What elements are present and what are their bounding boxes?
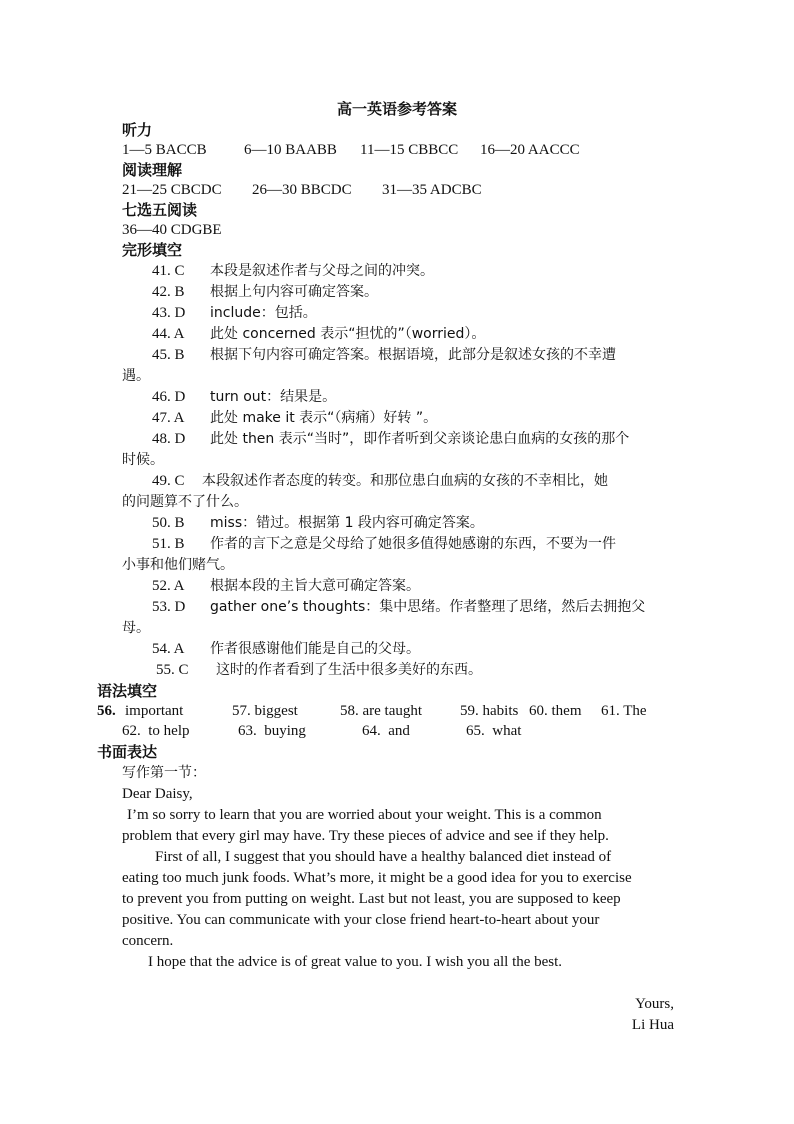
listening-answer-3: 11—15 CBBCC <box>360 142 459 158</box>
cloze-item-continuation: 遇。 <box>122 368 150 384</box>
cloze-item: 48. D 此处 then 表示“当时”，即作者听到父亲谈论患白血病的女孩的那个 <box>152 431 630 447</box>
writing-section-label: 写作第一节： <box>122 765 206 781</box>
grammar-num-56: 56. <box>97 703 116 719</box>
cloze-item: 50. B miss：错过。根据第 1 段内容可确定答案。 <box>152 515 484 531</box>
grammar-heading: 语法填空 <box>97 682 158 700</box>
writing-heading: 书面表达 <box>97 743 158 761</box>
grammar-answer: 64. and <box>362 723 410 739</box>
cloze-item: 46. D turn out：结果是。 <box>152 389 337 405</box>
letter-line: eating too much junk foods. What’s more, it might be a good idea for you to exercise <box>122 870 632 886</box>
cloze-item: 43. D include：包括。 <box>152 305 317 321</box>
letter-line: First of all, I suggest that you should have a healthy balanced diet instead of <box>155 849 612 865</box>
letter-line: concern. <box>122 933 174 949</box>
cloze-item-continuation: 小事和他们赌气。 <box>122 557 234 573</box>
letter-line: I hope that the advice is of great value to you. I wish you all the best. <box>148 954 563 970</box>
cloze-item-continuation: 的问题算不了什么。 <box>122 494 248 510</box>
letter-closing: Yours, <box>635 996 674 1012</box>
letter-line: to prevent you from putting on weight. Last but not least, you are supposed to keep <box>122 891 621 907</box>
cloze-heading: 完形填空 <box>122 241 183 259</box>
letter-signature: Li Hua <box>631 1017 674 1033</box>
cloze-item: 42. B 根据上句内容可确定答案。 <box>152 284 378 300</box>
grammar-answer: 58. are taught <box>340 703 423 719</box>
letter-line: I’m so sorry to learn that you are worried about your weight. This is a common <box>127 807 602 823</box>
seven-five-heading: 七选五阅读 <box>122 201 198 219</box>
cloze-item-continuation: 时候。 <box>122 452 164 468</box>
reading-answer-2: 26—30 BBCDC <box>252 182 352 198</box>
listening-answer-1: 1—5 BACCB <box>122 142 207 158</box>
cloze-item: 53. D gather one’s thoughts：集中思绪。作者整理了思绪，然后去拥抱父 <box>152 599 646 615</box>
cloze-item-continuation: 母。 <box>122 620 150 636</box>
reading-heading: 阅读理解 <box>122 161 183 179</box>
cloze-item: 52. A 根据本段的主旨大意可确定答案。 <box>152 578 420 594</box>
grammar-answer: 57. biggest <box>232 703 298 719</box>
grammar-answer: 60. them <box>529 703 582 719</box>
seven-five-answer: 36—40 CDGBE <box>122 222 222 238</box>
letter-line: problem that every girl may have. Try these pieces of advice and see if they help. <box>122 828 609 844</box>
cloze-item: 44. A 此处 concerned 表示“担忧的”（worried）。 <box>152 326 486 342</box>
grammar-answer: 59. habits <box>460 703 519 719</box>
reading-answer-3: 31—35 ADCBC <box>382 182 482 198</box>
cloze-item: 45. B 根据下句内容可确定答案。根据语境，此部分是叙述女孩的不幸遭 <box>152 347 616 363</box>
cloze-item: 49. C 本段叙述作者态度的转变。和那位患白血病的女孩的不幸相比，她 <box>152 473 608 489</box>
page-title: 高一英语参考答案 <box>336 100 457 118</box>
cloze-item: 51. B 作者的言下之意是父母给了她很多值得她感谢的东西，不要为一件 <box>152 536 616 552</box>
grammar-answer: 62. to help <box>122 723 190 739</box>
grammar-answer: 61. The <box>601 703 647 719</box>
cloze-item: 47. A 此处 make it 表示“（病痛）好转 ”。 <box>152 410 438 426</box>
letter-salutation: Dear Daisy, <box>122 786 193 802</box>
listening-heading: 听力 <box>122 121 153 139</box>
letter-line: positive. You can communicate with your close friend heart-to-heart about your <box>122 912 600 928</box>
reading-answer-1: 21—25 CBCDC <box>122 182 222 198</box>
grammar-answer: 65. what <box>466 723 522 739</box>
cloze-item: 54. A 作者很感谢他们能是自己的父母。 <box>152 641 420 657</box>
cloze-item: 55. C 这时的作者看到了生活中很多美好的东西。 <box>156 662 482 678</box>
grammar-answer: important <box>125 703 184 719</box>
listening-answer-2: 6—10 BAABB <box>244 142 337 158</box>
grammar-answer: 63. buying <box>238 723 306 739</box>
listening-answer-4: 16—20 AACCC <box>480 142 580 158</box>
cloze-item: 41. C 本段是叙述作者与父母之间的冲突。 <box>152 263 434 279</box>
